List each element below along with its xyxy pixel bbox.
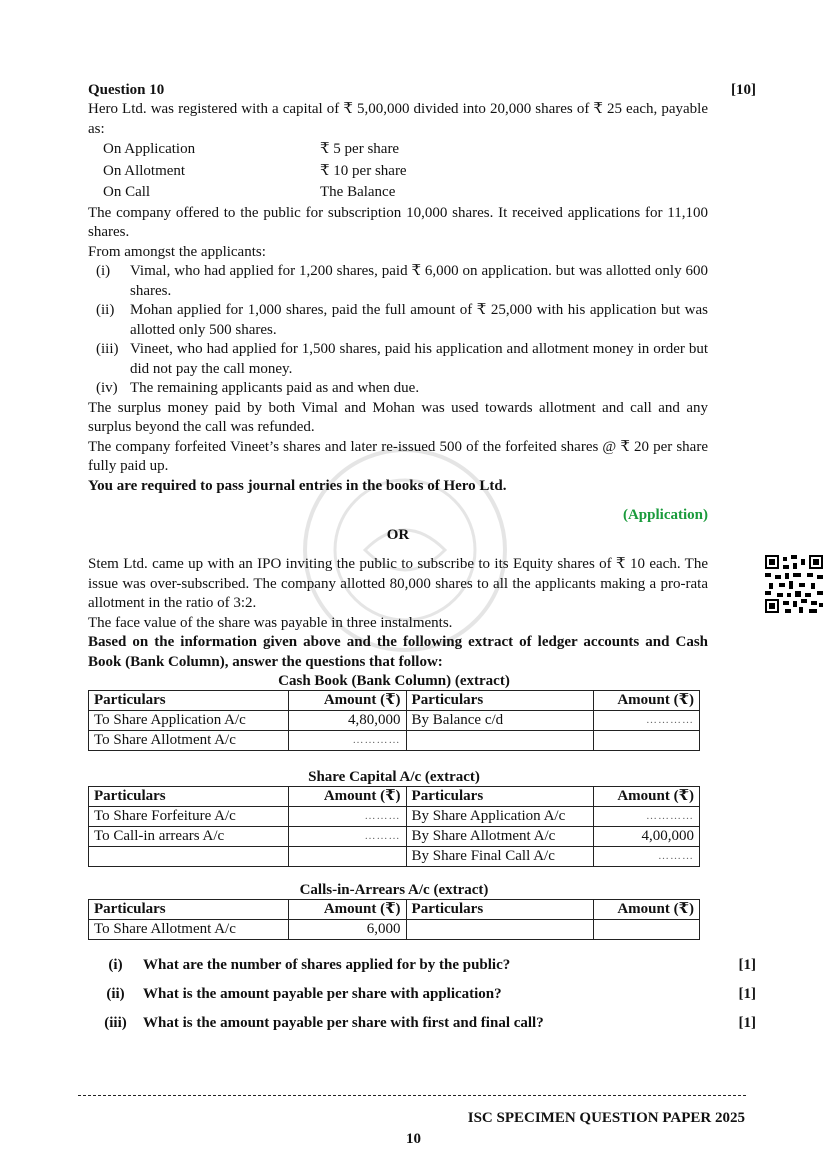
alternative-instruction: Based on the information given above and the following extract of ledger accounts and Cash Book (Bank Column), answer the questions that follow: (88, 634, 708, 670)
table-cell: By Balance c/d (406, 711, 594, 731)
item-text: Vimal, who had applied for 1,200 shares, paid ₹ 6,000 on application. but was allotted only 600 shares. (130, 263, 708, 299)
schedule-label: On Allotment (103, 162, 186, 179)
table-cell (89, 847, 289, 867)
table-cell: To Share Application A/c (89, 711, 289, 731)
item-number: (ii) (96, 302, 115, 318)
list-item (88, 262, 708, 301)
table-row (89, 807, 700, 827)
item-number: (iv) (96, 380, 118, 396)
column-header: Particulars (406, 900, 594, 920)
table-title: Calls-in-Arrears A/c (extract) (299, 882, 489, 898)
sub-question-marks: [1] (738, 957, 756, 973)
column-header: Amount (₹) (594, 691, 700, 711)
from-among-text: From amongst the applicants: (88, 243, 266, 260)
question-header (88, 80, 756, 100)
schedule-value: ₹ 5 per share (320, 141, 400, 157)
or-separator: OR (386, 527, 410, 543)
table-row (89, 847, 700, 867)
applicants-list (88, 262, 708, 399)
table-header-row (89, 787, 700, 807)
table-header-row (89, 691, 700, 711)
table-cell: By Share Final Call A/c (406, 847, 594, 867)
sub-question-text: What is the amount payable per share with application? (143, 986, 502, 1002)
item-text: Mohan applied for 1,000 shares, paid the full amount of ₹ 25,000 with his application but was allotted only 500 shares. (130, 302, 708, 338)
list-item (88, 301, 708, 340)
list-item (88, 340, 708, 379)
table-header-row (89, 900, 700, 920)
sub-question-number: (ii) (106, 986, 125, 1002)
sub-question-text: What is the amount payable per share with first and final call? (143, 1015, 544, 1031)
payment-schedule (103, 139, 756, 204)
item-text: The remaining applicants paid as and when due. (130, 380, 420, 396)
table-title: Cash Book (Bank Column) (extract) (278, 673, 510, 689)
table-cell (594, 731, 700, 751)
table-row (89, 711, 700, 731)
column-header: Particulars (406, 691, 594, 711)
table-cell (406, 731, 594, 751)
share-capital-table (88, 786, 700, 867)
list-item (88, 379, 708, 399)
column-header: Amount (₹) (594, 787, 700, 807)
table-cell: ………… (594, 711, 700, 731)
column-header: Particulars (89, 691, 289, 711)
schedule-value: ₹ 10 per share (320, 162, 407, 179)
sub-questions (88, 951, 756, 1038)
alternative-paragraph: Stem Ltd. came up with an IPO inviting the public to subscribe to its Equity shares of ₹ 10 each. The issue was over-subscribed. The company allotted 80,000 shares to all the applicants making a pro-rata allotment in the ratio of 3:2. (88, 556, 708, 611)
column-header: Particulars (406, 787, 594, 807)
table-cell: ………… (594, 807, 700, 827)
table-row (89, 920, 700, 940)
page-number: 10 (406, 1131, 421, 1147)
table-cell: ……… (288, 827, 406, 847)
category-label: (Application) (622, 507, 708, 523)
table-row (89, 731, 700, 751)
table-cell (406, 920, 594, 940)
column-header: Amount (₹) (288, 787, 406, 807)
table-row (89, 827, 700, 847)
footer-divider (78, 1095, 746, 1096)
calls-in-arrears-table (88, 899, 700, 940)
sub-question (88, 951, 756, 980)
item-number: (i) (96, 263, 111, 279)
table-cell: To Share Allotment A/c (89, 920, 289, 940)
question-marks: [10] (731, 82, 756, 98)
table-cell: By Share Allotment A/c (406, 827, 594, 847)
offer-text: The company offered to the public for subscription 10,000 shares. It received applications for 11,100 shares. (88, 204, 708, 240)
table-cell: ……… (594, 847, 700, 867)
question-title: Question 10 (88, 82, 165, 98)
forfeit-text: The company forfeited Vineet’s shares and later re-issued 500 of the forfeited shares @ ₹ 20 per share fully paid up. (88, 438, 708, 474)
schedule-value: The Balance (320, 184, 396, 200)
sub-question-marks: [1] (738, 1015, 756, 1031)
table-cell: ……… (288, 807, 406, 827)
sub-question (88, 1009, 756, 1038)
item-number: (iii) (96, 341, 119, 357)
table-cell: To Call-in arrears A/c (89, 827, 289, 847)
instruction-text: You are required to pass journal entries in the books of Hero Ltd. (88, 477, 507, 494)
sub-question-number: (i) (108, 957, 123, 973)
table-cell (594, 920, 700, 940)
table-cell: 4,00,000 (594, 827, 700, 847)
sub-question (88, 980, 756, 1009)
footer-paper-title: ISC SPECIMEN QUESTION PAPER 2025 (467, 1110, 745, 1126)
question-page (88, 80, 756, 1038)
table-cell: 4,80,000 (288, 711, 406, 731)
qr-code-icon (765, 555, 823, 613)
column-header: Particulars (89, 900, 289, 920)
schedule-label: On Application (103, 141, 196, 157)
sub-question-marks: [1] (738, 986, 756, 1002)
table-title: Share Capital A/c (extract) (308, 769, 480, 785)
column-header: Particulars (89, 787, 289, 807)
sub-question-number: (iii) (104, 1015, 127, 1031)
question-intro: Hero Ltd. was registered with a capital of ₹ 5,00,000 divided into 20,000 shares of ₹ 25 each, payable as: (88, 101, 708, 137)
column-header: Amount (₹) (288, 691, 406, 711)
cash-book-table (88, 690, 700, 751)
item-text: Vineet, who had applied for 1,500 shares, paid his application and allotment money in order but did not pay the call money. (130, 341, 708, 377)
schedule-label: On Call (103, 184, 151, 200)
column-header: Amount (₹) (288, 900, 406, 920)
table-cell (288, 847, 406, 867)
table-cell: To Share Allotment A/c (89, 731, 289, 751)
alternative-paragraph: The face value of the share was payable in three instalments. (88, 614, 453, 631)
surplus-text: The surplus money paid by both Vimal and Mohan was used towards allotment and call and any surplus beyond the call was refunded. (88, 399, 708, 435)
column-header: Amount (₹) (594, 900, 700, 920)
table-cell: ………… (288, 731, 406, 751)
sub-question-text: What are the number of shares applied for by the public? (143, 957, 511, 973)
table-cell: By Share Application A/c (406, 807, 594, 827)
table-cell: To Share Forfeiture A/c (89, 807, 289, 827)
table-cell: 6,000 (288, 920, 406, 940)
